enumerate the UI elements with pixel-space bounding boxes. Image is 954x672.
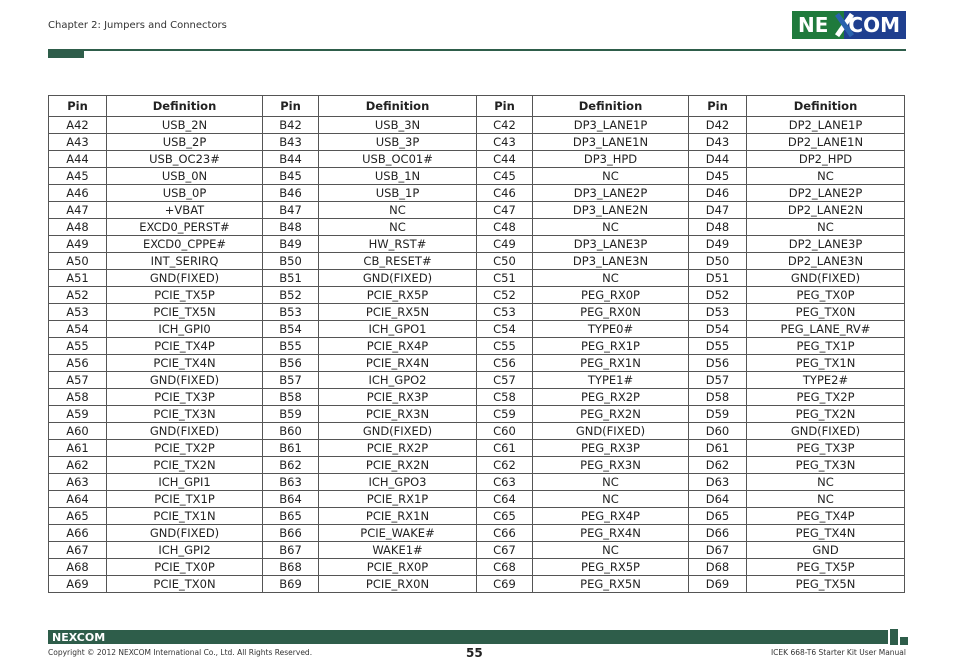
- logo-text-right: COM: [844, 11, 906, 39]
- definition-cell: GND: [747, 542, 905, 559]
- pin-cell: C53: [477, 304, 533, 321]
- definition-cell: PEG_RX3N: [533, 457, 689, 474]
- definition-cell: PCIE_TX4N: [107, 355, 263, 372]
- definition-cell: PCIE_WAKE#: [319, 525, 477, 542]
- pin-definition-table: [48, 95, 905, 593]
- table-row: [49, 202, 905, 219]
- pin-cell: A50: [49, 253, 107, 270]
- table-row: [49, 542, 905, 559]
- pin-cell: A62: [49, 457, 107, 474]
- table-row: [49, 168, 905, 185]
- table-row: [49, 219, 905, 236]
- definition-cell: NC: [533, 219, 689, 236]
- pin-cell: D63: [689, 474, 747, 491]
- header-definition: Definition: [533, 96, 689, 117]
- pin-cell: B66: [263, 525, 319, 542]
- definition-cell: PEG_RX5N: [533, 576, 689, 593]
- pin-cell: C51: [477, 270, 533, 287]
- definition-cell: PEG_LANE_RV#: [747, 321, 905, 338]
- table-row: [49, 372, 905, 389]
- definition-cell: PEG_TX0N: [747, 304, 905, 321]
- pin-cell: C55: [477, 338, 533, 355]
- pin-cell: C54: [477, 321, 533, 338]
- definition-cell: USB_0N: [107, 168, 263, 185]
- definition-cell: NC: [747, 219, 905, 236]
- pin-cell: C46: [477, 185, 533, 202]
- definition-cell: DP3_LANE2P: [533, 185, 689, 202]
- definition-cell: NC: [533, 168, 689, 185]
- definition-cell: PCIE_RX5P: [319, 287, 477, 304]
- pin-cell: C42: [477, 117, 533, 134]
- definition-cell: NC: [319, 219, 477, 236]
- table-row: [49, 338, 905, 355]
- pin-cell: C44: [477, 151, 533, 168]
- header-definition: Definition: [747, 96, 905, 117]
- pin-cell: A47: [49, 202, 107, 219]
- definition-cell: DP3_LANE1N: [533, 134, 689, 151]
- definition-cell: CB_RESET#: [319, 253, 477, 270]
- pin-cell: A48: [49, 219, 107, 236]
- definition-cell: PCIE_TX3N: [107, 406, 263, 423]
- pin-cell: A69: [49, 576, 107, 593]
- definition-cell: USB_1N: [319, 168, 477, 185]
- pin-cell: D60: [689, 423, 747, 440]
- definition-cell: PCIE_TX3P: [107, 389, 263, 406]
- definition-cell: PEG_RX1N: [533, 355, 689, 372]
- pin-cell: B45: [263, 168, 319, 185]
- pin-cell: B61: [263, 440, 319, 457]
- pin-cell: D68: [689, 559, 747, 576]
- pin-cell: C45: [477, 168, 533, 185]
- header-definition: Definition: [319, 96, 477, 117]
- pin-cell: B64: [263, 491, 319, 508]
- definition-cell: DP3_LANE1P: [533, 117, 689, 134]
- pin-cell: A45: [49, 168, 107, 185]
- pin-cell: A52: [49, 287, 107, 304]
- pin-cell: D48: [689, 219, 747, 236]
- pin-cell: B54: [263, 321, 319, 338]
- pin-cell: D64: [689, 491, 747, 508]
- pin-cell: C59: [477, 406, 533, 423]
- pin-cell: C60: [477, 423, 533, 440]
- header-definition: Definition: [107, 96, 263, 117]
- pin-cell: D54: [689, 321, 747, 338]
- pin-cell: A43: [49, 134, 107, 151]
- definition-cell: DP3_LANE2N: [533, 202, 689, 219]
- definition-cell: USB_2P: [107, 134, 263, 151]
- definition-cell: GND(FIXED): [107, 423, 263, 440]
- definition-cell: PCIE_RX0N: [319, 576, 477, 593]
- definition-cell: USB_OC01#: [319, 151, 477, 168]
- table-row: [49, 406, 905, 423]
- definition-cell: PCIE_RX3P: [319, 389, 477, 406]
- definition-cell: DP3_LANE3P: [533, 236, 689, 253]
- pin-cell: B58: [263, 389, 319, 406]
- definition-cell: PEG_TX4P: [747, 508, 905, 525]
- definition-cell: PEG_TX4N: [747, 525, 905, 542]
- table-row: [49, 321, 905, 338]
- definition-cell: PCIE_RX2N: [319, 457, 477, 474]
- pin-cell: D44: [689, 151, 747, 168]
- table-row: [49, 151, 905, 168]
- definition-cell: DP2_LANE2P: [747, 185, 905, 202]
- table-row: [49, 508, 905, 525]
- definition-cell: DP2_LANE1N: [747, 134, 905, 151]
- footer-bar: [48, 630, 888, 644]
- pin-cell: D56: [689, 355, 747, 372]
- definition-cell: USB_0P: [107, 185, 263, 202]
- pin-cell: A67: [49, 542, 107, 559]
- definition-cell: PEG_RX0N: [533, 304, 689, 321]
- definition-cell: PEG_RX2P: [533, 389, 689, 406]
- table-row: [49, 287, 905, 304]
- header-pin: Pin: [689, 96, 747, 117]
- definition-cell: ICH_GPI0: [107, 321, 263, 338]
- pin-cell: A42: [49, 117, 107, 134]
- pin-cell: C47: [477, 202, 533, 219]
- pin-cell: C56: [477, 355, 533, 372]
- definition-cell: ICH_GPO2: [319, 372, 477, 389]
- pin-cell: D55: [689, 338, 747, 355]
- table-row: [49, 576, 905, 593]
- definition-cell: PEG_TX1P: [747, 338, 905, 355]
- logo-text-left: NE: [792, 11, 832, 39]
- pin-cell: A61: [49, 440, 107, 457]
- pin-cell: C66: [477, 525, 533, 542]
- definition-cell: PEG_RX0P: [533, 287, 689, 304]
- definition-cell: PEG_TX1N: [747, 355, 905, 372]
- pin-cell: D51: [689, 270, 747, 287]
- pin-cell: D69: [689, 576, 747, 593]
- definition-cell: PEG_TX2N: [747, 406, 905, 423]
- definition-cell: GND(FIXED): [747, 270, 905, 287]
- table-row: [49, 304, 905, 321]
- pin-cell: A66: [49, 525, 107, 542]
- definition-cell: DP2_HPD: [747, 151, 905, 168]
- pin-cell: D50: [689, 253, 747, 270]
- definition-cell: PCIE_RX4N: [319, 355, 477, 372]
- definition-cell: PEG_TX5N: [747, 576, 905, 593]
- pin-cell: C68: [477, 559, 533, 576]
- pin-cell: C67: [477, 542, 533, 559]
- definition-cell: DP3_HPD: [533, 151, 689, 168]
- pin-cell: B56: [263, 355, 319, 372]
- definition-cell: USB_1P: [319, 185, 477, 202]
- pin-cell: A57: [49, 372, 107, 389]
- pin-cell: C57: [477, 372, 533, 389]
- definition-cell: HW_RST#: [319, 236, 477, 253]
- pin-cell: B47: [263, 202, 319, 219]
- definition-cell: PEG_RX5P: [533, 559, 689, 576]
- definition-cell: NC: [747, 168, 905, 185]
- definition-cell: NC: [533, 474, 689, 491]
- chapter-title: Chapter 2: Jumpers and Connectors: [48, 20, 227, 31]
- definition-cell: PCIE_RX1P: [319, 491, 477, 508]
- pin-cell: D43: [689, 134, 747, 151]
- pin-cell: C48: [477, 219, 533, 236]
- definition-cell: GND(FIXED): [533, 423, 689, 440]
- pin-cell: D57: [689, 372, 747, 389]
- table-body: [49, 117, 905, 593]
- pin-cell: D47: [689, 202, 747, 219]
- pin-cell: B68: [263, 559, 319, 576]
- definition-cell: PEG_RX4N: [533, 525, 689, 542]
- table-row: [49, 525, 905, 542]
- definition-cell: PCIE_TX1N: [107, 508, 263, 525]
- definition-cell: DP2_LANE2N: [747, 202, 905, 219]
- pin-cell: D42: [689, 117, 747, 134]
- definition-cell: PCIE_TX1P: [107, 491, 263, 508]
- pin-cell: B48: [263, 219, 319, 236]
- table-header-row: [49, 96, 905, 117]
- definition-cell: USB_OC23#: [107, 151, 263, 168]
- pin-cell: B63: [263, 474, 319, 491]
- definition-cell: GND(FIXED): [107, 372, 263, 389]
- definition-cell: PCIE_TX2N: [107, 457, 263, 474]
- pin-cell: C69: [477, 576, 533, 593]
- definition-cell: DP2_LANE3P: [747, 236, 905, 253]
- pin-cell: A51: [49, 270, 107, 287]
- definition-cell: NC: [533, 491, 689, 508]
- definition-cell: PEG_TX3N: [747, 457, 905, 474]
- definition-cell: GND(FIXED): [107, 270, 263, 287]
- definition-cell: GND(FIXED): [107, 525, 263, 542]
- pin-cell: B59: [263, 406, 319, 423]
- pin-cell: A60: [49, 423, 107, 440]
- definition-cell: PEG_RX4P: [533, 508, 689, 525]
- pin-cell: A64: [49, 491, 107, 508]
- definition-cell: PEG_RX2N: [533, 406, 689, 423]
- pin-cell: C43: [477, 134, 533, 151]
- pin-cell: B46: [263, 185, 319, 202]
- definition-cell: PCIE_TX2P: [107, 440, 263, 457]
- pin-cell: A59: [49, 406, 107, 423]
- pin-cell: A58: [49, 389, 107, 406]
- footer-squares-icon: [890, 629, 908, 645]
- definition-cell: NC: [533, 542, 689, 559]
- definition-cell: ICH_GPI1: [107, 474, 263, 491]
- pin-cell: B43: [263, 134, 319, 151]
- pin-cell: B62: [263, 457, 319, 474]
- pin-cell: A44: [49, 151, 107, 168]
- pin-cell: B69: [263, 576, 319, 593]
- page-number: 55: [466, 646, 483, 660]
- pin-cell: A65: [49, 508, 107, 525]
- pin-cell: B65: [263, 508, 319, 525]
- pin-cell: C63: [477, 474, 533, 491]
- header-pin: Pin: [263, 96, 319, 117]
- definition-cell: PEG_TX0P: [747, 287, 905, 304]
- definition-cell: PCIE_RX2P: [319, 440, 477, 457]
- definition-cell: USB_3N: [319, 117, 477, 134]
- definition-cell: PCIE_RX4P: [319, 338, 477, 355]
- definition-cell: PEG_RX1P: [533, 338, 689, 355]
- table-row: [49, 270, 905, 287]
- definition-cell: PCIE_TX4P: [107, 338, 263, 355]
- definition-cell: EXCD0_PERST#: [107, 219, 263, 236]
- pin-cell: B55: [263, 338, 319, 355]
- table-row: [49, 474, 905, 491]
- pin-cell: C58: [477, 389, 533, 406]
- header-pin: Pin: [477, 96, 533, 117]
- definition-cell: PCIE_RX3N: [319, 406, 477, 423]
- pin-cell: B67: [263, 542, 319, 559]
- pin-cell: B44: [263, 151, 319, 168]
- pin-cell: A54: [49, 321, 107, 338]
- table-row: [49, 253, 905, 270]
- definition-cell: DP2_LANE1P: [747, 117, 905, 134]
- table-row: [49, 457, 905, 474]
- definition-cell: USB_2N: [107, 117, 263, 134]
- pin-cell: A55: [49, 338, 107, 355]
- pin-cell: A49: [49, 236, 107, 253]
- logo-x-mark-icon: [832, 11, 844, 39]
- pin-cell: D66: [689, 525, 747, 542]
- definition-cell: TYPE0#: [533, 321, 689, 338]
- table-row: [49, 117, 905, 134]
- nexcom-logo: [792, 11, 906, 39]
- definition-cell: TYPE2#: [747, 372, 905, 389]
- pin-cell: D65: [689, 508, 747, 525]
- definition-cell: GND(FIXED): [747, 423, 905, 440]
- pin-cell: B49: [263, 236, 319, 253]
- table-row: [49, 423, 905, 440]
- definition-cell: INT_SERIRQ: [107, 253, 263, 270]
- pin-cell: B52: [263, 287, 319, 304]
- pin-cell: B53: [263, 304, 319, 321]
- definition-cell: PCIE_TX5P: [107, 287, 263, 304]
- definition-cell: PCIE_RX5N: [319, 304, 477, 321]
- definition-cell: PEG_TX3P: [747, 440, 905, 457]
- definition-cell: NC: [747, 491, 905, 508]
- definition-cell: ICH_GPI2: [107, 542, 263, 559]
- table-row: [49, 440, 905, 457]
- pin-cell: D46: [689, 185, 747, 202]
- definition-cell: PEG_TX5P: [747, 559, 905, 576]
- definition-cell: ICH_GPO3: [319, 474, 477, 491]
- definition-cell: PEG_RX3P: [533, 440, 689, 457]
- table-row: [49, 185, 905, 202]
- pin-cell: D52: [689, 287, 747, 304]
- definition-cell: WAKE1#: [319, 542, 477, 559]
- definition-cell: DP3_LANE3N: [533, 253, 689, 270]
- table-row: [49, 134, 905, 151]
- pin-cell: A68: [49, 559, 107, 576]
- table-row: [49, 355, 905, 372]
- pin-cell: C52: [477, 287, 533, 304]
- definition-cell: PCIE_TX0P: [107, 559, 263, 576]
- pin-cell: C49: [477, 236, 533, 253]
- table-row: [49, 389, 905, 406]
- table-row: [49, 236, 905, 253]
- definition-cell: GND(FIXED): [319, 270, 477, 287]
- pin-cell: C65: [477, 508, 533, 525]
- pin-cell: A46: [49, 185, 107, 202]
- definition-cell: NC: [747, 474, 905, 491]
- definition-cell: PCIE_RX0P: [319, 559, 477, 576]
- pin-cell: A63: [49, 474, 107, 491]
- pin-cell: C61: [477, 440, 533, 457]
- definition-cell: +VBAT: [107, 202, 263, 219]
- pin-cell: B57: [263, 372, 319, 389]
- pin-cell: D67: [689, 542, 747, 559]
- definition-cell: PCIE_TX5N: [107, 304, 263, 321]
- definition-cell: TYPE1#: [533, 372, 689, 389]
- pin-cell: D61: [689, 440, 747, 457]
- header-divider: [84, 49, 906, 51]
- footer-logo: NEXCOM: [52, 631, 106, 644]
- definition-cell: EXCD0_CPPE#: [107, 236, 263, 253]
- definition-cell: ICH_GPO1: [319, 321, 477, 338]
- header-pin: Pin: [49, 96, 107, 117]
- pin-cell: D62: [689, 457, 747, 474]
- pin-cell: C64: [477, 491, 533, 508]
- definition-cell: DP2_LANE3N: [747, 253, 905, 270]
- copyright-text: Copyright © 2012 NEXCOM International Co., Ltd. All Rights Reserved.: [48, 648, 313, 657]
- pin-cell: D53: [689, 304, 747, 321]
- pin-cell: C62: [477, 457, 533, 474]
- definition-cell: NC: [533, 270, 689, 287]
- pin-cell: B50: [263, 253, 319, 270]
- pin-cell: D45: [689, 168, 747, 185]
- pin-cell: B51: [263, 270, 319, 287]
- definition-cell: NC: [319, 202, 477, 219]
- pin-cell: C50: [477, 253, 533, 270]
- pin-cell: D59: [689, 406, 747, 423]
- definition-cell: GND(FIXED): [319, 423, 477, 440]
- pin-cell: D49: [689, 236, 747, 253]
- table-row: [49, 491, 905, 508]
- definition-cell: PCIE_TX0N: [107, 576, 263, 593]
- pin-cell: A56: [49, 355, 107, 372]
- definition-cell: PCIE_RX1N: [319, 508, 477, 525]
- pin-cell: D58: [689, 389, 747, 406]
- header-accent-block: [48, 49, 84, 58]
- pin-cell: B60: [263, 423, 319, 440]
- pin-cell: A53: [49, 304, 107, 321]
- pin-cell: B42: [263, 117, 319, 134]
- definition-cell: PEG_TX2P: [747, 389, 905, 406]
- table-row: [49, 559, 905, 576]
- manual-title: ICEK 668-T6 Starter Kit User Manual: [770, 648, 906, 657]
- definition-cell: USB_3P: [319, 134, 477, 151]
